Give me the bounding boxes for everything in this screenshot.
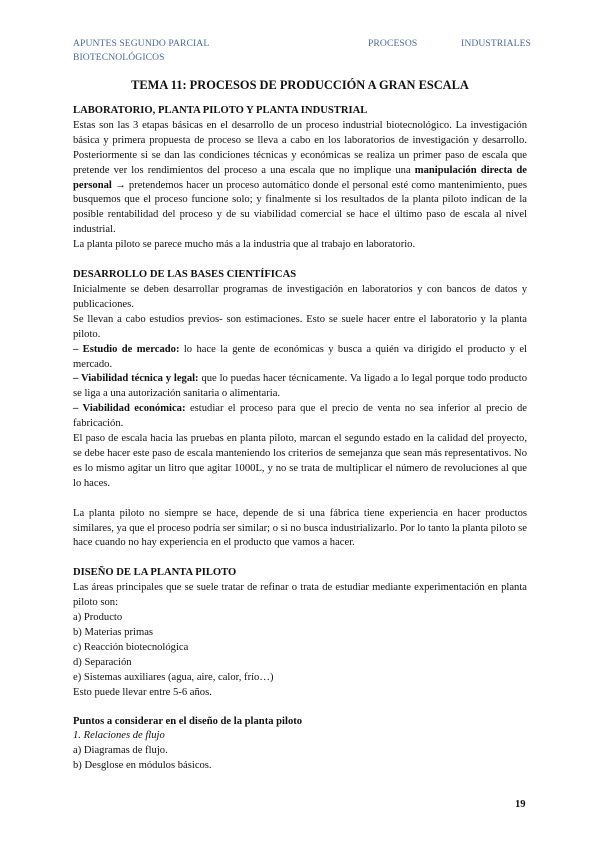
header-left-line1: APUNTES SEGUNDO PARCIAL — [73, 38, 210, 49]
paragraph-text: → pretendemos hacer un proceso automático donde el personal esté como mantenimiento, pues busquemos que el proceso funcione solo; y finalmente si los resultados de la planta piloto indican de la posible rentabilidad del proceso y de su viabilidad comercial se hace el último paso de escala al nivel industrial. — [73, 179, 527, 236]
list-item-text: estudiar el proceso para que el precio de venta no sea inferior al precio de fabricación. — [73, 403, 527, 430]
section-heading-puntos: Puntos a considerar en el diseño de la planta piloto — [73, 715, 303, 727]
document-body — [73, 104, 527, 774]
list-item-label: – Viabilidad económica: — [73, 403, 186, 415]
list-item-label: – Estudio de mercado: — [73, 343, 180, 355]
paragraph: Las áreas principales que se suele tratar de refinar o trata de estudiar mediante experimentación en planta piloto son: — [73, 582, 527, 609]
list-item-label: – Viabilidad técnica y legal: — [73, 373, 199, 385]
list-item: e) Sistemas auxiliares (agua, aire, calor, frío…) — [73, 671, 274, 683]
list-item-text: que lo puedas hacer técnicamente. Va ligado a lo legal porque todo producto se liga a una autorización sanitaria o alimentaria. — [73, 373, 527, 400]
list-item: c) Reacción biotecnológica — [73, 641, 189, 653]
spacer — [73, 253, 527, 268]
paragraph-text: Estas son las 3 etapas básicas en el desarrollo de un proceso industrial biotecnológico. La investigación básica y primera propuesta de proceso se lleva a cabo en los laboratorios de investigación y desarrollo. Posteriormente si se dan las condiciones técnicas y económicas se realiza un primer paso de escala que pretende ver los rendimientos del proceso a una escala que no implique una — [73, 119, 527, 176]
list-item: b) Materias primas — [73, 627, 154, 638]
paragraph: Inicialmente se deben desarrollar programas de investigación en laboratorios y con bancos de datos y publicaciones. — [73, 283, 527, 310]
page-number: 19 — [515, 799, 526, 810]
list-item: d) Separación — [73, 656, 132, 668]
list-item — [73, 372, 527, 402]
section-heading-bases-cientificas: DESARROLLO DE LAS BASES CIENTÍFICAS — [73, 269, 297, 281]
list-item: b) Desglose en módulos básicos. — [73, 760, 212, 772]
paragraph: Se llevan a cabo estudios previos- son estimaciones. Esto se suele hacer entre el laboratorio y la planta piloto. — [73, 313, 527, 340]
list-item: a) Producto — [73, 612, 123, 624]
spacer — [73, 492, 527, 507]
list-item — [73, 402, 527, 432]
page-title: TEMA 11: PROCESOS DE PRODUCCIÓN A GRAN ESCALA — [131, 78, 469, 92]
paragraph — [73, 119, 527, 238]
spacer — [73, 701, 527, 715]
header-right: INDUSTRIALES — [461, 38, 531, 49]
header-left-line2: BIOTECNOLÓGICOS — [73, 52, 165, 63]
paragraph: El paso de escala hacia las pruebas en planta piloto, marcan el segundo estado en la calidad del proyecto, se debe hacer este paso de escala manteniendo los criterios de semejanza que sean más representativos. No es lo mismo agitar un litro que agitar 1000L, y no se trata de multiplicar el número de revoluciones al que lo haces. — [73, 433, 527, 489]
section-heading-laboratorio: LABORATORIO, PLANTA PILOTO Y PLANTA INDUSTRIAL — [73, 105, 368, 116]
list-item: a) Diagramas de flujo. — [73, 745, 168, 757]
bold-phrase: manipulación directa de personal — [73, 164, 527, 191]
header-middle: PROCESOS — [368, 38, 418, 49]
paragraph: La planta piloto se parece mucho más a la industria que al trabajo en laboratorio. — [73, 239, 416, 251]
list-item-text: lo hace la gente de económicas y busca a quién va dirigido el producto y el mercado. — [73, 343, 527, 370]
spacer — [73, 551, 527, 566]
subheading: 1. Relaciones de flujo — [73, 730, 165, 742]
list-item — [73, 343, 527, 373]
running-header — [73, 37, 531, 65]
section-heading-diseno: DISEÑO DE LA PLANTA PILOTO — [73, 567, 237, 579]
paragraph: Esto puede llevar entre 5-6 años. — [73, 686, 212, 698]
paragraph: La planta piloto no siempre se hace, depende de si una fábrica tiene experiencia en hacer productos similares, ya que el proceso podría ser similar; o si no busca industrializarlo. Por lo tanto la planta piloto se hace cuando no hay experiencia en el producto que vamos a hacer. — [73, 507, 527, 549]
